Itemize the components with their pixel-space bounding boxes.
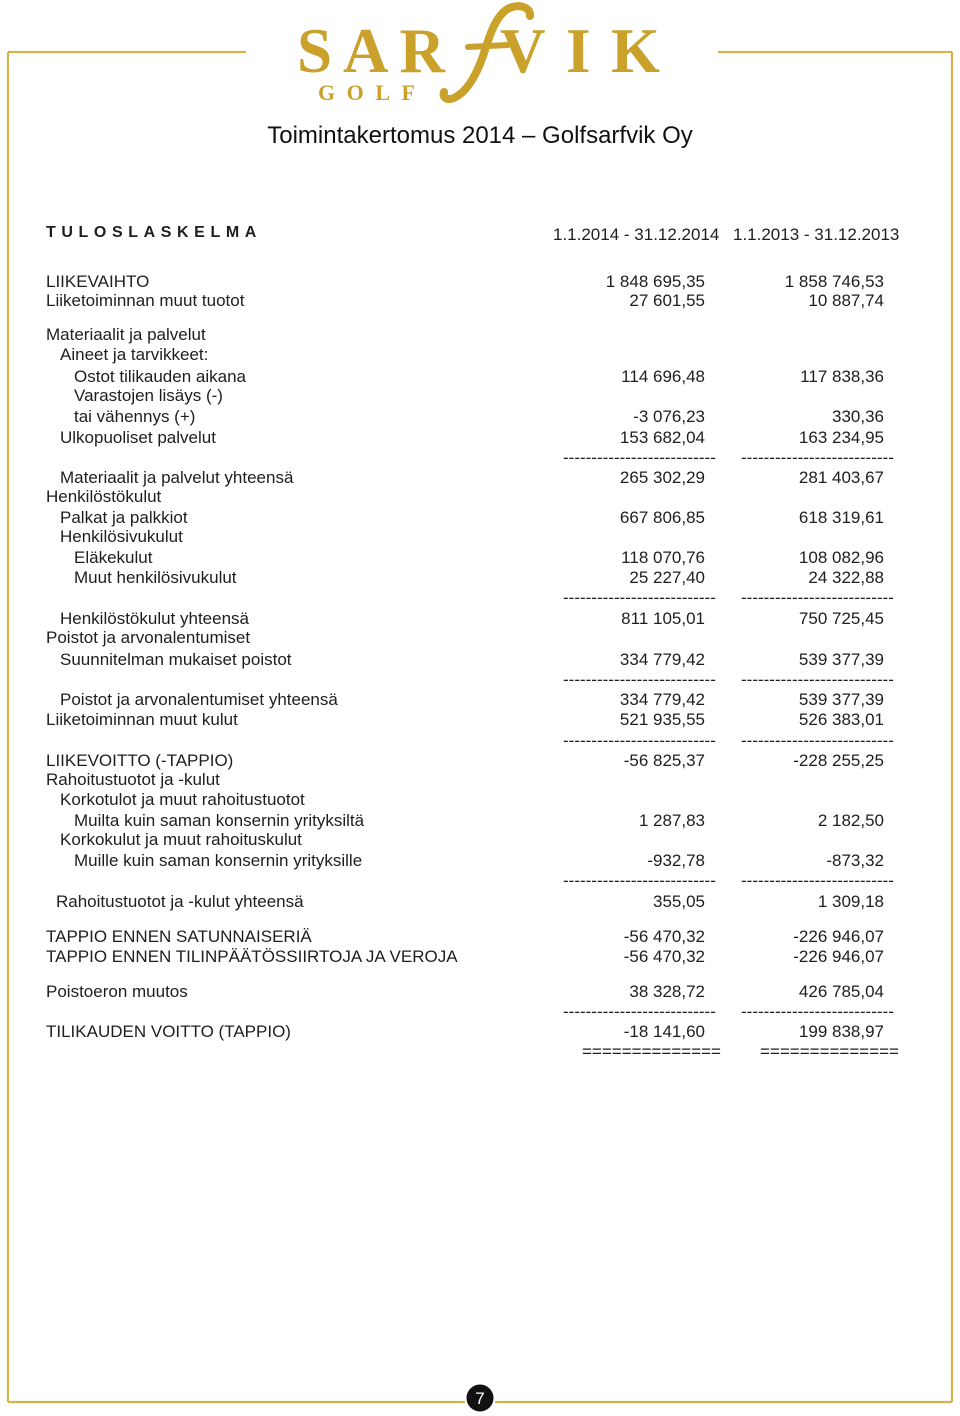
value-2014: 355,05 [653, 892, 705, 911]
value-2014: 667 806,85 [619, 508, 705, 527]
subtotal-rule-2013: --------------------------- [741, 588, 894, 607]
row-label: Suunnitelman mukaiset poistot [60, 650, 292, 669]
subtotal-rule-2014: --------------------------- [563, 1002, 716, 1021]
value-2014: 153 682,04 [619, 428, 705, 447]
row-label: Henkilöstökulut [46, 487, 162, 506]
row-label: Eläkekulut [74, 548, 153, 567]
row-muilta-kuin-saman-konsernin-yrityksilta [0, 811, 960, 831]
value-2014: 1 848 695,35 [605, 272, 705, 291]
row-label: TAPPIO ENNEN SATUNNAISERIÄ [46, 927, 312, 946]
row-label: Ulkopuoliset palvelut [60, 428, 216, 447]
row-label: Materiaalit ja palvelut [46, 325, 206, 344]
logo-wordmark-left: SAR [297, 16, 445, 86]
value-2014: -56 470,32 [623, 927, 705, 946]
row-label: Rahoitustuotot ja -kulut yhteensä [56, 892, 304, 911]
subtotal-rule-2013: --------------------------- [741, 670, 894, 689]
value-2013: 108 082,96 [798, 548, 884, 567]
row-label: Palkat ja palkkiot [60, 508, 188, 527]
value-2014: -56 825,37 [623, 751, 705, 770]
row-label: tai vähennys (+) [74, 407, 196, 426]
period-header-2013: 1.1.2013 - 31.12.2013 [733, 225, 900, 244]
value-2014: 118 070,76 [621, 548, 705, 567]
row-label: Muilta kuin saman konsernin yrityksiltä [74, 811, 365, 830]
subtotal-rule-2013: --------------------------- [741, 871, 894, 890]
row-label: Ostot tilikauden aikana [74, 367, 246, 386]
row-henkilostokulut-yhteensa [0, 609, 960, 629]
value-2014: 27 601,55 [629, 291, 705, 310]
row-poistot-ja-arvonalentumiset [0, 628, 960, 648]
page-number: 7 [475, 1389, 485, 1408]
value-2013: -228 255,25 [793, 751, 884, 770]
row-label: LIIKEVOITTO (-TAPPIO) [46, 751, 234, 770]
subtotal-rule-2014: --------------------------- [563, 448, 716, 467]
value-2013: 199 838,97 [798, 1022, 884, 1041]
value-2013: 1 858 746,53 [784, 272, 884, 291]
value-2013: 426 785,04 [798, 982, 884, 1001]
row-liikevaihto [0, 272, 960, 292]
row-ulkopuoliset-palvelut [0, 428, 960, 448]
subtotal-rule-2013: --------------------------- [741, 448, 894, 467]
row-materiaalit-ja-palvelut-yhteensa [0, 468, 960, 488]
row-palkat-ja-palkkiot [0, 508, 960, 528]
value-2013: 330,36 [832, 407, 884, 426]
row-label: Henkilösivukulut [60, 527, 183, 546]
value-2013: 163 234,95 [798, 428, 884, 447]
row-label: Korkokulut ja muut rahoituskulut [60, 830, 302, 849]
subtotal-rule-2013: --------------------------- [741, 1002, 894, 1021]
value-2013: 618 319,61 [798, 508, 884, 527]
value-2013: 24 322,88 [808, 568, 884, 587]
row-tappio-ennen-tilinpaatossiirtoja [0, 947, 960, 967]
period-header-2014: 1.1.2014 - 31.12.2014 [553, 225, 720, 244]
subtotal-rule-2014: --------------------------- [563, 871, 716, 890]
row-muille-kuin-saman-konsernin-yrityksille [0, 851, 960, 871]
value-2013: 526 383,01 [798, 710, 884, 729]
value-2014: 334 779,42 [619, 690, 705, 709]
row-korkokulut-ja-muut-rahoituskulut [0, 830, 960, 850]
page-title: Toimintakertomus 2014 – Golfsarfvik Oy [267, 122, 693, 149]
logo-wordmark-right: VIK [500, 16, 660, 86]
row-tappio-ennen-satunnaiseria [0, 927, 960, 947]
value-2014: -18 141,60 [623, 1022, 705, 1041]
statement-heading: TULOSLASKELMA [46, 224, 262, 241]
value-2014: 114 696,48 [621, 367, 705, 386]
value-2014: 1 287,83 [638, 811, 705, 830]
row-tilikauden-voitto [0, 1022, 960, 1042]
value-2013: -873,32 [826, 851, 884, 870]
row-henkilosivukulut [0, 527, 960, 547]
row-label: LIIKEVAIHTO [46, 272, 150, 291]
row-poistot-ja-arvonalentumiset-yhteensa [0, 690, 960, 710]
subtotal-rule-2014: --------------------------- [563, 670, 716, 689]
row-tai-vahennys [0, 407, 960, 427]
value-2014: 38 328,72 [629, 982, 705, 1001]
value-2013: -226 946,07 [793, 927, 884, 946]
value-2013: 750 725,45 [798, 609, 884, 628]
value-2014: -932,78 [647, 851, 705, 870]
row-varastojen-lisays [0, 386, 960, 406]
row-ostot-tilikauden-aikana [0, 367, 960, 387]
value-2013: 281 403,67 [798, 468, 884, 487]
row-korkotulot-ja-muut-rahoitustuotot [0, 790, 960, 810]
row-label: Poistot ja arvonalentumiset [46, 628, 251, 647]
value-2013: -226 946,07 [793, 947, 884, 966]
value-2014: 25 227,40 [629, 568, 705, 587]
value-2013: 2 182,50 [817, 811, 884, 830]
value-2013: 117 838,36 [800, 367, 884, 386]
total-double-rule-2013: ============== [760, 1042, 899, 1061]
row-muut-henkilosivukulut [0, 568, 960, 588]
subtotal-rule-2014: --------------------------- [563, 731, 716, 750]
row-label: TILIKAUDEN VOITTO (TAPPIO) [46, 1022, 291, 1041]
row-aineet-ja-tarvikkeet [0, 345, 960, 365]
row-label: Muut henkilösivukulut [74, 568, 237, 587]
row-liiketoiminnan-muut-tuotot [0, 291, 960, 311]
row-label: Henkilöstökulut yhteensä [60, 609, 250, 628]
row-label: Liiketoiminnan muut tuotot [46, 291, 245, 310]
value-2014: 521 935,55 [619, 710, 705, 729]
row-elakekulut [0, 548, 960, 568]
total-double-rule-2014: ============== [582, 1042, 721, 1061]
row-label: Aineet ja tarvikkeet: [60, 345, 209, 364]
logo-subtitle: GOLF [318, 80, 415, 105]
subtotal-rule-2014: --------------------------- [563, 588, 716, 607]
value-2014: 811 105,01 [621, 609, 705, 628]
value-2014: 334 779,42 [619, 650, 705, 669]
row-label: Muille kuin saman konsernin yrityksille [74, 851, 363, 870]
row-suunnitelman-mukaiset-poistot [0, 650, 960, 670]
value-2014: 265 302,29 [619, 468, 705, 487]
row-label: Liiketoiminnan muut kulut [46, 710, 238, 729]
row-materiaalit-ja-palvelut [0, 325, 960, 345]
row-rahoitustuotot-ja-kulut-yhteensa [0, 892, 960, 912]
row-liikevoitto [0, 751, 960, 771]
subtotal-rule-2013: --------------------------- [741, 731, 894, 750]
row-label: Varastojen lisäys (-) [74, 386, 223, 405]
value-2013: 539 377,39 [798, 690, 884, 709]
row-label: Materiaalit ja palvelut yhteensä [60, 468, 294, 487]
value-2013: 10 887,74 [808, 291, 884, 310]
row-poistoeron-muutos [0, 982, 960, 1002]
row-rahoitustuotot-ja-kulut [0, 770, 960, 790]
value-2014: -3 076,23 [633, 407, 705, 426]
row-henkilostokulut [0, 487, 960, 507]
row-liiketoiminnan-muut-kulut [0, 710, 960, 730]
value-2014: -56 470,32 [623, 947, 705, 966]
row-label: TAPPIO ENNEN TILINPÄÄTÖSSIIRTOJA JA VEROJA [46, 947, 458, 966]
row-label: Poistoeron muutos [46, 982, 188, 1001]
row-label: Poistot ja arvonalentumiset yhteensä [60, 690, 338, 709]
row-label: Rahoitustuotot ja -kulut [46, 770, 220, 789]
row-label: Korkotulot ja muut rahoitustuotot [60, 790, 305, 809]
value-2013: 539 377,39 [798, 650, 884, 669]
value-2013: 1 309,18 [817, 892, 884, 911]
